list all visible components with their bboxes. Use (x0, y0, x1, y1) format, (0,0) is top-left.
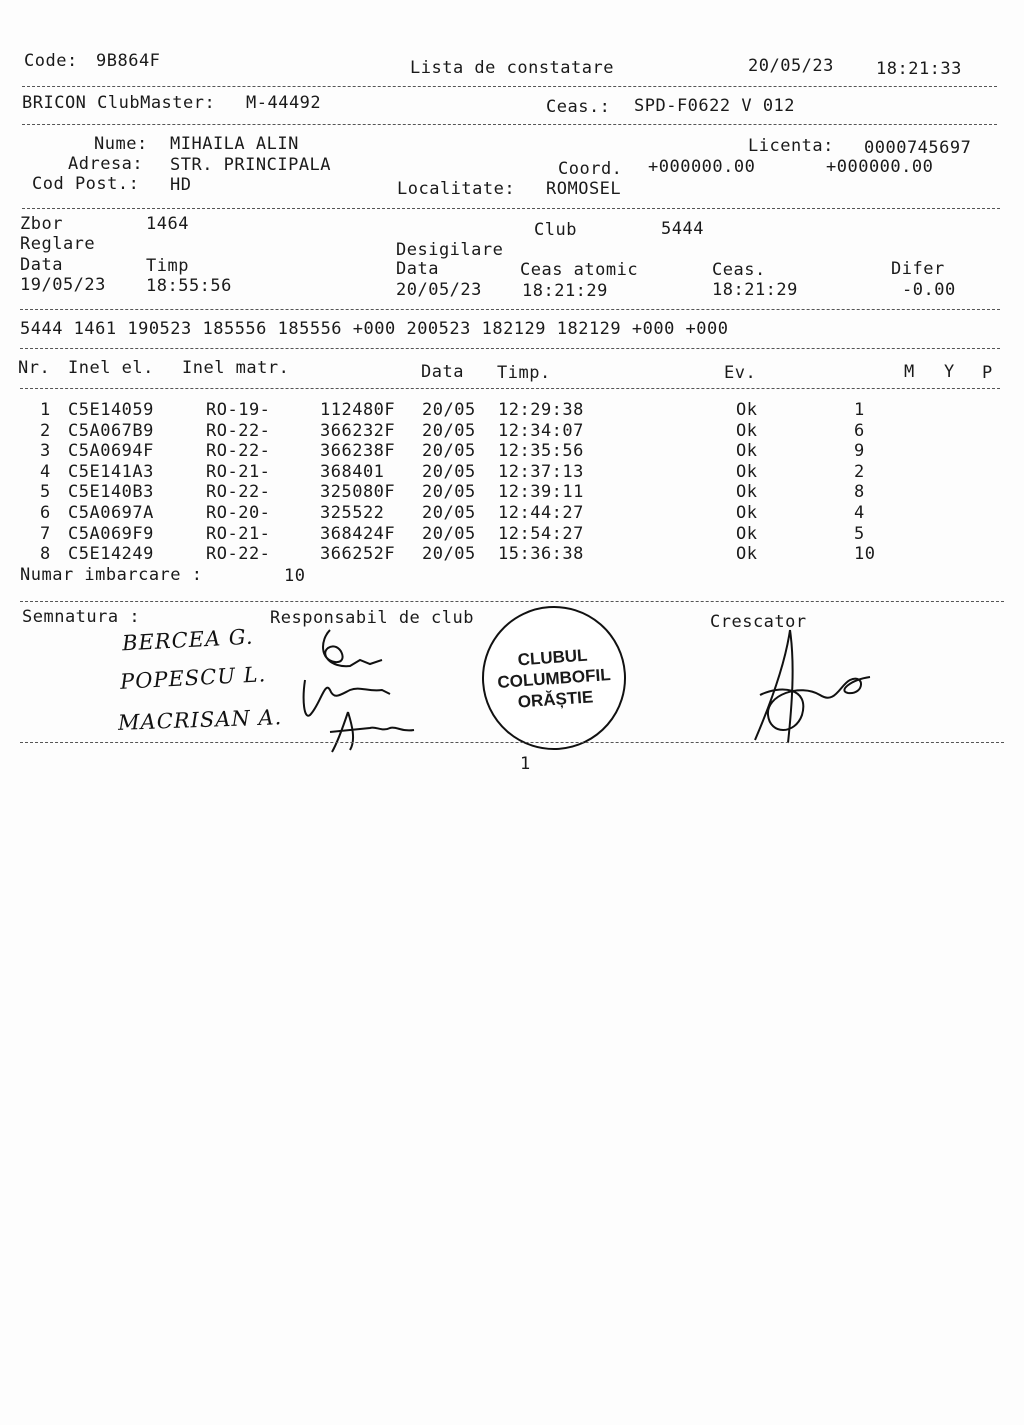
semnatura-label: Semnatura : (22, 607, 141, 627)
row-matr: 366238F (320, 441, 396, 462)
separator (20, 348, 1000, 349)
col-header-data: Data (421, 362, 464, 382)
stamp-line: CLUBUL (517, 645, 589, 669)
row-data: 20/05 (422, 502, 476, 523)
row-nr: 8 (40, 544, 51, 565)
desigilare-label: Desigilare (396, 240, 504, 260)
separator (20, 742, 1004, 743)
separator (20, 309, 1000, 310)
codpost-value: HD (170, 175, 192, 195)
row-position: 8 (854, 482, 865, 503)
desig-ceas-value: 18:21:29 (712, 280, 798, 300)
row-timp: 12:54:27 (498, 523, 584, 544)
row-nr: 1 (40, 400, 51, 420)
row-matr-prefix: RO-19- (206, 400, 271, 420)
nume-label: Nume: (94, 134, 148, 154)
header-time: 18:21:33 (876, 59, 962, 79)
coord-x-value: +000000.00 (648, 157, 756, 177)
clubmaster-label: BRICON ClubMaster: (22, 93, 216, 113)
row-matr: 368424F (320, 523, 396, 544)
crescator-label: Crescator (710, 612, 807, 632)
table-row (20, 462, 1000, 483)
row-inel-el: C5A0694F (68, 441, 154, 462)
reglare-timp-value: 18:55:56 (146, 276, 232, 296)
row-inel-el: C5E141A3 (68, 461, 154, 482)
row-position: 9 (854, 441, 865, 462)
row-inel-el: C5E14249 (68, 544, 154, 565)
row-ev: Ok (736, 420, 758, 441)
separator (22, 124, 997, 125)
code-label: Code: (24, 51, 78, 71)
stamp-line: COLUMBOFIL (496, 664, 612, 692)
row-matr-prefix: RO-21- (206, 461, 271, 482)
row-inel-el: C5A0697A (68, 502, 154, 523)
desig-atomic-value: 18:21:29 (522, 281, 608, 301)
row-position: 10 (854, 544, 876, 565)
row-timp: 12:35:56 (498, 441, 584, 462)
row-matr-prefix: RO-22- (206, 441, 271, 462)
row-timp: 12:29:38 (498, 400, 584, 420)
row-data: 20/05 (422, 523, 476, 544)
row-data: 20/05 (422, 461, 476, 482)
codpost-label: Cod Post.: (32, 174, 140, 194)
row-ev: Ok (736, 400, 758, 420)
desig-data-label: Data (396, 259, 439, 279)
handwritten-name: POPESCU L. (119, 662, 267, 694)
col-header-inel-el: Inel el. (68, 358, 154, 378)
row-data: 20/05 (422, 544, 476, 565)
reglare-label: Reglare (20, 234, 96, 254)
zbor-label: Zbor (20, 214, 63, 234)
nume-value: MIHAILA ALIN (170, 134, 299, 154)
reglare-data-value: 19/05/23 (20, 275, 106, 295)
row-data: 20/05 (422, 441, 476, 462)
row-matr-prefix: RO-21- (206, 523, 271, 544)
difer-label: Difer (891, 259, 945, 279)
row-matr: 325080F (320, 482, 396, 503)
club-stamp (477, 601, 631, 755)
row-ev: Ok (736, 461, 758, 482)
row-inel-el: C5A069F9 (68, 523, 154, 544)
licenta-label: Licenta: (748, 136, 834, 156)
row-ev: Ok (736, 544, 758, 565)
desig-ceas-label: Ceas. (712, 260, 766, 280)
table-row (20, 544, 1000, 565)
col-header-ev: Ev. (724, 363, 757, 383)
row-inel-el: C5E140B3 (68, 482, 154, 503)
code-value: 9B864F (96, 51, 161, 71)
ceas-value: SPD-F0622 V 012 (634, 96, 796, 116)
row-inel-el: C5E14059 (68, 400, 154, 420)
difer-value: -0.00 (902, 280, 956, 300)
imbarcare-label: Numar imbarcare : (20, 565, 203, 585)
row-data: 20/05 (422, 420, 476, 441)
clubmaster-value: M-44492 (246, 93, 322, 113)
row-timp: 15:36:38 (498, 544, 584, 565)
col-header-y: Y (944, 362, 955, 382)
imbarcare-value: 10 (284, 566, 306, 586)
crescator-signature (740, 625, 890, 750)
row-matr: 366232F (320, 420, 396, 441)
row-timp: 12:37:13 (498, 461, 584, 482)
reglare-data-label: Data (20, 255, 63, 275)
row-nr: 7 (40, 523, 51, 544)
separator (22, 208, 1000, 209)
row-position: 6 (854, 420, 865, 441)
row-nr: 5 (40, 482, 51, 503)
col-header-inel-matr: Inel matr. (182, 358, 290, 378)
row-matr-prefix: RO-22- (206, 482, 271, 503)
row-nr: 3 (40, 441, 51, 462)
separator (20, 388, 1000, 389)
table-row (20, 503, 1000, 524)
responsabil-label: Responsabil de club (270, 608, 474, 628)
separator (22, 86, 997, 87)
row-timp: 12:44:27 (498, 502, 584, 523)
club-label: Club (534, 220, 577, 240)
responsabil-signatures (290, 620, 420, 760)
row-nr: 6 (40, 502, 51, 523)
page-number: 1 (520, 754, 531, 774)
row-ev: Ok (736, 502, 758, 523)
adresa-value: STR. PRINCIPALA (170, 155, 332, 175)
desig-data-value: 20/05/23 (396, 280, 482, 300)
ceas-label: Ceas.: (546, 97, 611, 117)
document-title: Lista de constatare (410, 58, 614, 78)
row-matr-prefix: RO-20- (206, 502, 271, 523)
row-ev: Ok (736, 441, 758, 462)
table-row (20, 400, 1000, 421)
table-row (20, 482, 1000, 503)
row-position: 2 (854, 461, 865, 482)
table-row (20, 441, 1000, 462)
row-matr-prefix: RO-22- (206, 544, 271, 565)
row-matr-prefix: RO-22- (206, 420, 271, 441)
summary-line: 5444 1461 190523 185556 185556 +000 200523 182129 182129 +000 +000 (20, 319, 729, 339)
row-position: 1 (854, 400, 865, 420)
separator (20, 601, 1004, 602)
row-timp: 12:34:07 (498, 420, 584, 441)
table-row (20, 421, 1000, 442)
localitate-label: Localitate: (397, 179, 516, 199)
arrivals-table (20, 400, 1000, 565)
row-matr: 366252F (320, 544, 396, 565)
row-data: 20/05 (422, 400, 476, 420)
adresa-label: Adresa: (68, 154, 144, 174)
row-data: 20/05 (422, 482, 476, 503)
handwritten-name: MACRISAN A. (117, 705, 283, 735)
row-nr: 2 (40, 420, 51, 441)
licenta-value: 0000745697 (864, 138, 972, 158)
coord-label: Coord. (558, 159, 623, 179)
handwritten-name: BERCEA G. (121, 624, 255, 656)
localitate-value: ROMOSEL (546, 179, 622, 199)
col-header-p: P (982, 363, 993, 383)
stamp-line: ORĂȘTIE (517, 686, 594, 712)
row-nr: 4 (40, 461, 51, 482)
reglare-timp-label: Timp (146, 256, 189, 276)
ceas-atomic-label: Ceas atomic (520, 260, 639, 280)
col-header-timp: Timp. (497, 363, 551, 383)
row-ev: Ok (736, 523, 758, 544)
row-inel-el: C5A067B9 (68, 420, 154, 441)
club-value: 5444 (661, 219, 704, 239)
row-ev: Ok (736, 482, 758, 503)
table-row (20, 524, 1000, 545)
col-header-m: M (904, 362, 915, 382)
header-date: 20/05/23 (748, 56, 834, 76)
row-timp: 12:39:11 (498, 482, 584, 503)
coord-y-value: +000000.00 (826, 157, 934, 177)
row-matr: 368401 (320, 461, 385, 482)
row-matr: 325522 (320, 502, 385, 523)
col-header-nr: Nr. (18, 358, 51, 378)
zbor-value: 1464 (146, 214, 189, 234)
row-position: 4 (854, 502, 865, 523)
row-position: 5 (854, 523, 865, 544)
row-matr: 112480F (320, 400, 396, 420)
